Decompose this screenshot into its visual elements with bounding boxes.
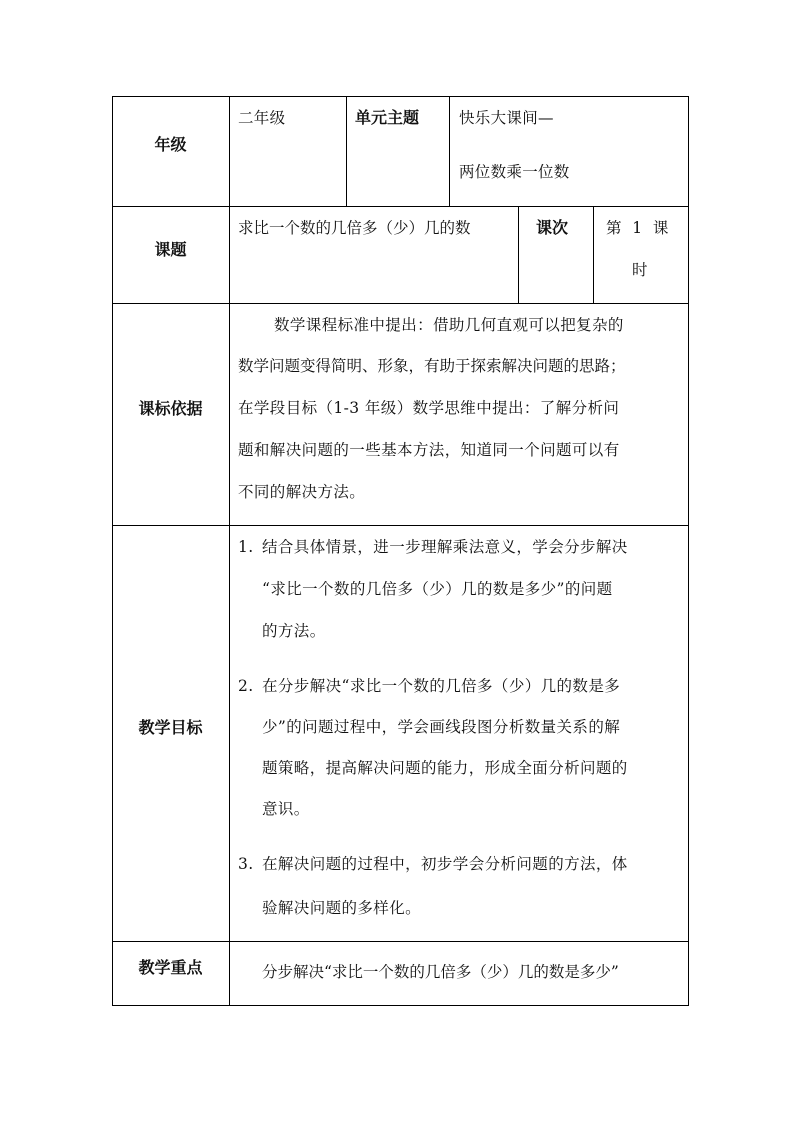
basis-line: 不同的解决方法。	[238, 483, 366, 501]
goal-line: 意识。	[262, 800, 310, 818]
basis-line: 在学段目标（1-3 年级）数学思维中提出：了解分析问	[238, 399, 620, 417]
goal-number: 1.	[238, 538, 254, 556]
goal-line: 题策略，提高解决问题的能力，形成全面分析问题的	[262, 759, 628, 777]
goal-line: 少”的问题过程中，学会画线段图分析数量关系的解	[262, 718, 621, 736]
goal-line: 结合具体情景，进一步理解乘法意义，学会分步解决	[262, 538, 628, 556]
column-divider	[346, 96, 347, 206]
goal-line: 验解决问题的多样化。	[262, 899, 422, 917]
unit-value-line1: 快乐大课间—	[459, 109, 554, 127]
session-label: 课次	[536, 218, 569, 237]
goal-line: 在分步解决“求比一个数的几倍多（少）几的数是多	[262, 677, 621, 695]
topic-label: 课题	[154, 240, 187, 259]
row-divider	[112, 525, 689, 526]
grade-value: 二年级	[238, 109, 286, 127]
basis-line: 数学问题变得简明、形象，有助于探索解决问题的思路；	[238, 357, 626, 375]
column-divider	[449, 96, 450, 206]
goal-line: 的方法。	[262, 622, 326, 640]
column-divider	[518, 206, 519, 303]
session-value-line1: 第 1 课	[606, 219, 669, 237]
unit-label: 单元主题	[355, 108, 420, 127]
goals-label: 教学目标	[138, 718, 203, 737]
row-divider	[112, 303, 689, 304]
basis-line: 数学课程标准中提出：借助几何直观可以把复杂的	[274, 316, 624, 334]
basis-line: 题和解决问题的一些基本方法，知道同一个问题可以有	[238, 441, 620, 459]
basis-label: 课标依据	[138, 399, 203, 418]
row-divider	[112, 941, 689, 942]
goal-line: 在解决问题的过程中，初步学会分析问题的方法，体	[262, 855, 628, 873]
goal-line: “求比一个数的几倍多（少）几的数是多少”的问题	[262, 580, 613, 598]
session-value-line2: 时	[632, 261, 648, 279]
column-divider	[593, 206, 594, 303]
column-divider	[229, 96, 230, 1006]
grade-label: 年级	[154, 135, 187, 154]
topic-value: 求比一个数的几倍多（少）几的数	[238, 219, 471, 237]
unit-value-line2: 两位数乘一位数	[459, 163, 570, 181]
goal-number: 3.	[238, 855, 254, 873]
focus-value: 分步解决“求比一个数的几倍多（少）几的数是多少”	[262, 963, 619, 981]
goal-number: 2.	[238, 677, 254, 695]
focus-label: 教学重点	[138, 958, 203, 977]
row-divider	[112, 206, 689, 207]
